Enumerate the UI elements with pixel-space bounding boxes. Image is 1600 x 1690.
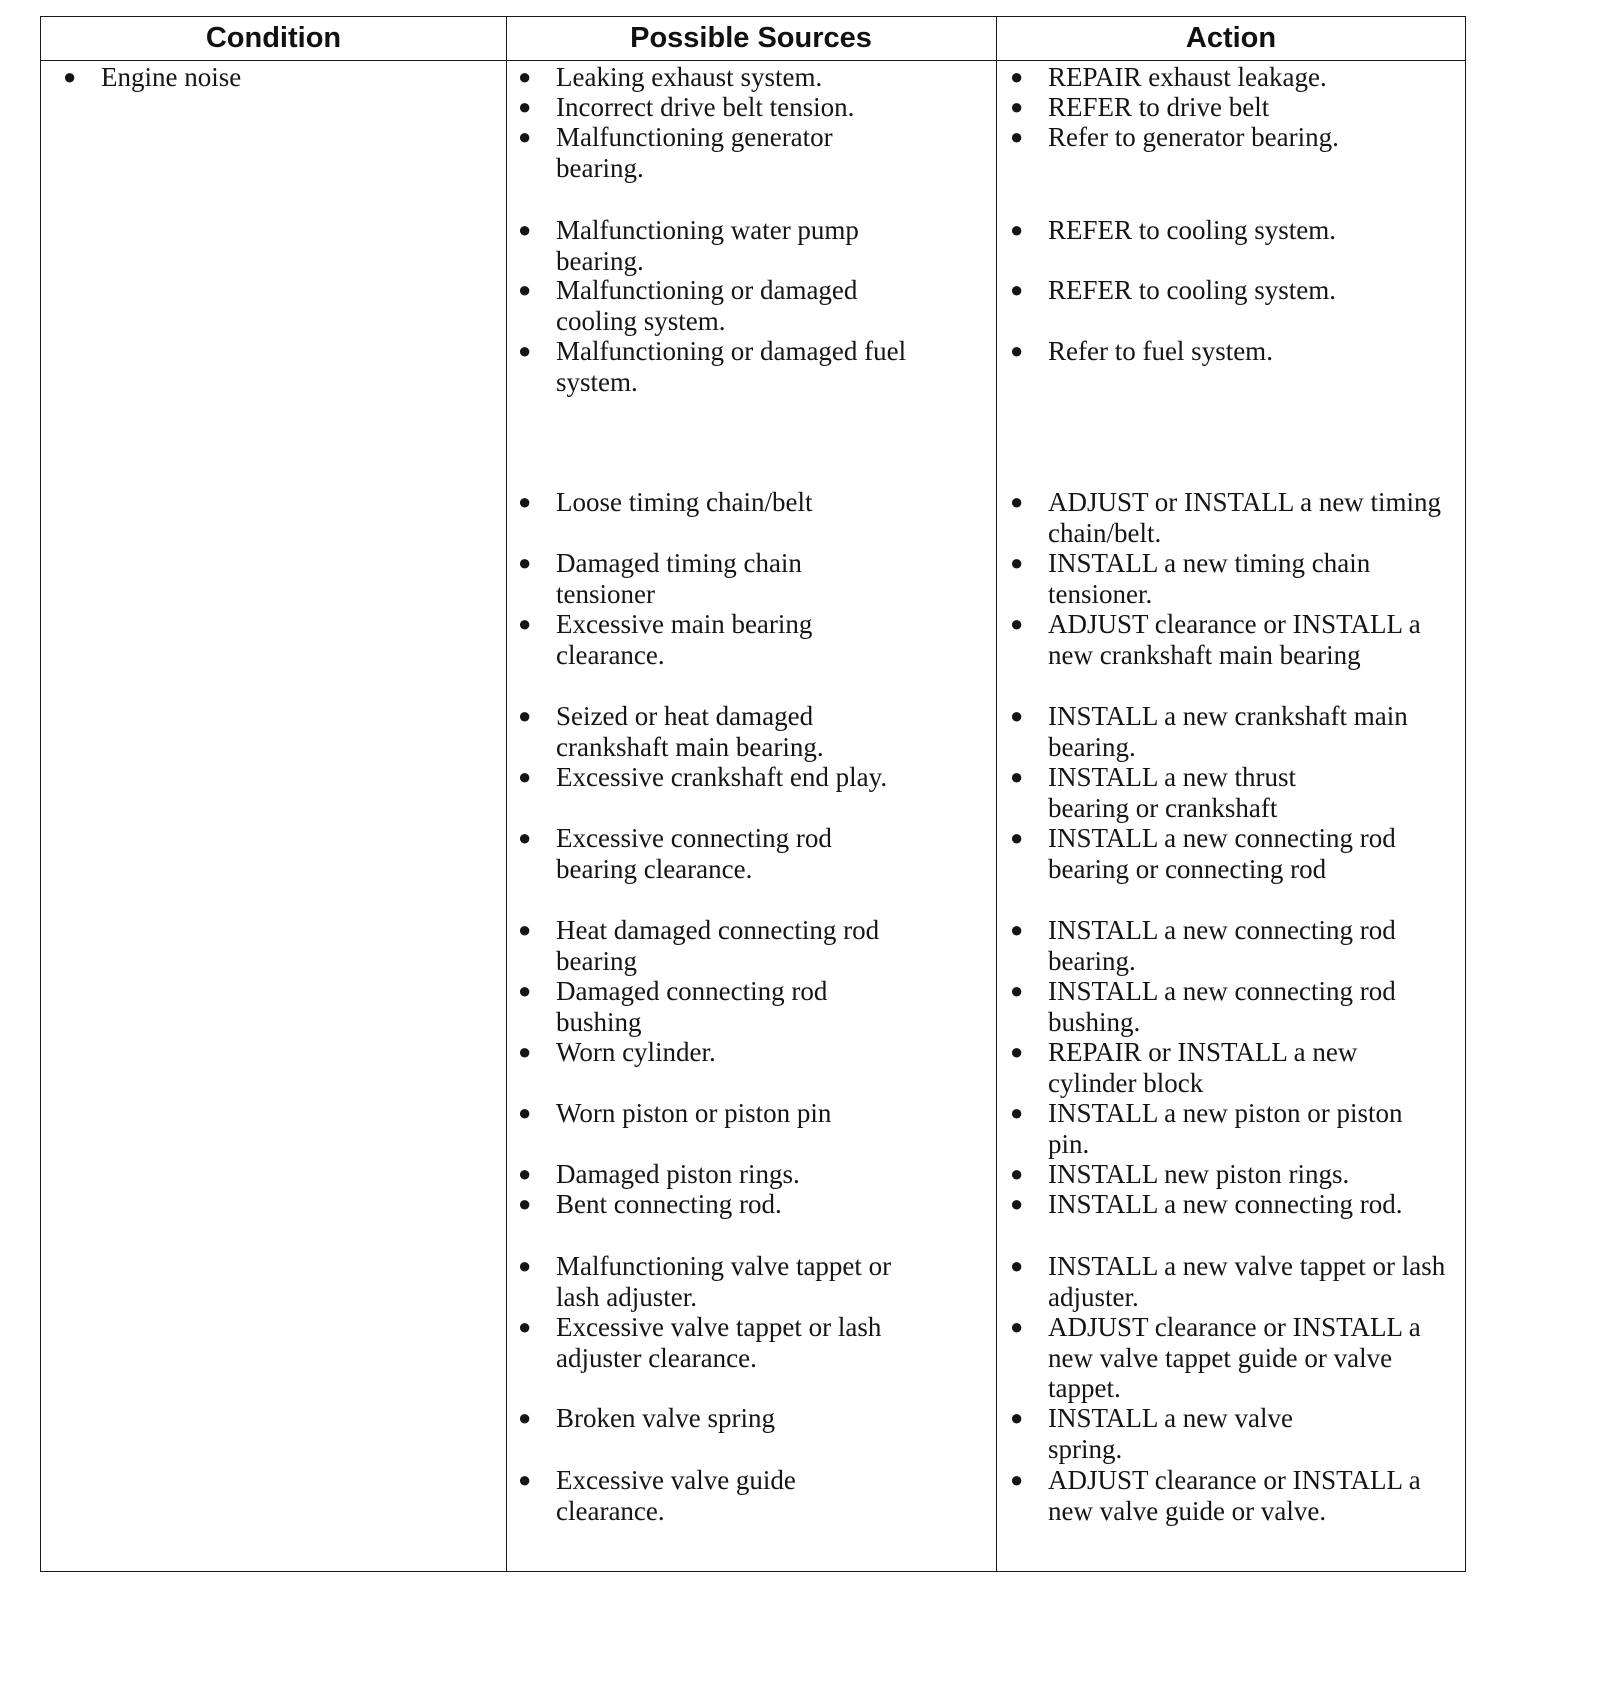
action-text: ADJUST clearance or INSTALL a new crankshaft main bearing (1048, 609, 1421, 670)
header-condition: Condition (205, 22, 342, 54)
source-item (518, 1159, 956, 1190)
bullet-icon: ● (1010, 1405, 1024, 1430)
condition-text: Engine noise (101, 62, 242, 92)
action-item (1010, 701, 1448, 762)
action-item (1010, 1098, 1448, 1159)
source-text: Excessive main bearing clearance. (556, 609, 813, 670)
action-text: INSTALL a new crankshaft main bearing. (1048, 701, 1408, 762)
source-item (518, 1465, 886, 1526)
source-text: Damaged connecting rod bushing (556, 976, 828, 1037)
source-item (518, 62, 956, 93)
source-item (518, 215, 926, 276)
bullet-icon: ● (1010, 1161, 1024, 1186)
source-item (518, 1098, 851, 1129)
bullet-icon: ● (518, 1161, 532, 1186)
bullet-icon: ● (1010, 489, 1024, 514)
bullet-icon: ● (518, 1405, 532, 1430)
source-item (518, 976, 896, 1037)
header-action: Action (1185, 22, 1277, 54)
bullet-icon: ● (1010, 338, 1024, 363)
source-text: Excessive valve guide clearance. (556, 1465, 796, 1526)
action-text: INSTALL a new connecting rod bearing. (1048, 915, 1396, 976)
source-item (518, 1189, 956, 1220)
action-item (1010, 1312, 1448, 1404)
bullet-icon: ● (1010, 1253, 1024, 1278)
action-text: INSTALL a new piston or piston pin. (1048, 1098, 1403, 1159)
bullet-icon: ● (1010, 1191, 1024, 1216)
bullet-icon: ● (518, 338, 532, 363)
source-text: Seized or heat damaged crankshaft main bearing. (556, 701, 824, 762)
action-item (1010, 1189, 1448, 1220)
header-divider (41, 60, 1465, 61)
source-item (518, 1403, 956, 1434)
bullet-icon: ● (63, 64, 77, 89)
source-text: Heat damaged connecting rod bearing (556, 915, 880, 976)
action-text: REPAIR or INSTALL a new cylinder block (1048, 1037, 1358, 1098)
source-item (518, 1251, 926, 1312)
bullet-icon: ● (518, 703, 532, 728)
bullet-icon: ● (1010, 764, 1024, 789)
action-item (1010, 976, 1448, 1037)
source-text: Malfunctioning or damaged fuel system. (556, 336, 907, 397)
bullet-icon: ● (518, 1191, 532, 1216)
action-item (1010, 915, 1448, 976)
action-item (1010, 1037, 1448, 1098)
condition-item (63, 62, 481, 93)
source-text: Malfunctioning water pump bearing. (556, 215, 859, 276)
bullet-icon: ● (518, 64, 532, 89)
action-item (1010, 548, 1453, 609)
action-text: INSTALL a new connecting rod bushing. (1048, 976, 1396, 1037)
bullet-icon: ● (518, 1039, 532, 1064)
action-item (1010, 62, 1453, 93)
source-item (518, 1037, 956, 1068)
source-text: Worn piston or piston pin (556, 1098, 832, 1128)
source-text: Incorrect drive belt tension. (556, 92, 855, 122)
bullet-icon: ● (1010, 1467, 1024, 1492)
source-text: Damaged timing chain tensioner (556, 548, 802, 609)
action-text: ADJUST clearance or INSTALL a new valve tappet guide or valve tappet. (1048, 1312, 1421, 1403)
action-text: REFER to drive belt (1048, 92, 1270, 122)
bullet-icon: ● (518, 611, 532, 636)
source-item (518, 275, 926, 336)
action-text: INSTALL a new timing chain tensioner. (1048, 548, 1371, 609)
bullet-icon: ● (518, 764, 532, 789)
bullet-icon: ● (1010, 917, 1024, 942)
bullet-icon: ● (1010, 64, 1024, 89)
bullet-icon: ● (518, 124, 532, 149)
action-item (1010, 336, 1453, 367)
action-text: REFER to cooling system. (1048, 215, 1337, 245)
source-item (518, 548, 886, 609)
source-text: Malfunctioning or damaged cooling system. (556, 275, 858, 336)
action-text: Refer to generator bearing. (1048, 122, 1339, 152)
action-item (1010, 1403, 1368, 1464)
source-text: Broken valve spring (556, 1403, 775, 1433)
action-text: INSTALL a new thrust bearing or crankshaft (1048, 762, 1297, 823)
bullet-icon: ● (518, 917, 532, 942)
action-text: INSTALL a new connecting rod bearing or connecting rod (1048, 823, 1396, 884)
bullet-icon: ● (1010, 550, 1024, 575)
bullet-icon: ● (518, 978, 532, 1003)
source-item (518, 92, 956, 123)
bullet-icon: ● (1010, 217, 1024, 242)
bullet-icon: ● (1010, 1039, 1024, 1064)
action-text: REFER to cooling system. (1048, 275, 1337, 305)
source-text: Excessive valve tappet or lash adjuster clearance. (556, 1312, 882, 1373)
bullet-icon: ● (1010, 1314, 1024, 1339)
source-text: Worn cylinder. (556, 1037, 716, 1067)
bullet-icon: ● (518, 94, 532, 119)
bullet-icon: ● (1010, 825, 1024, 850)
bullet-icon: ● (1010, 277, 1024, 302)
bullet-icon: ● (1010, 978, 1024, 1003)
bullet-icon: ● (518, 489, 532, 514)
action-text: INSTALL a new valve tappet or lash adjuster. (1048, 1251, 1446, 1312)
action-item (1010, 1159, 1453, 1190)
action-text: ADJUST or INSTALL a new timing chain/belt. (1048, 487, 1442, 548)
source-text: Malfunctioning generator bearing. (556, 122, 833, 183)
action-text: INSTALL a new valve spring. (1048, 1403, 1294, 1464)
header-possible-sources: Possible Sources (630, 22, 872, 54)
source-text: Damaged piston rings. (556, 1159, 800, 1189)
bullet-icon: ● (1010, 611, 1024, 636)
action-item (1010, 1251, 1453, 1312)
source-item (518, 701, 906, 762)
bullet-icon: ● (518, 277, 532, 302)
source-text: Leaking exhaust system. (556, 62, 823, 92)
bullet-icon: ● (1010, 124, 1024, 149)
action-text: ADJUST clearance or INSTALL a new valve guide or valve. (1048, 1465, 1421, 1526)
action-item (1010, 275, 1453, 306)
action-item (1010, 215, 1453, 246)
action-item (1010, 823, 1453, 884)
source-item (518, 1312, 956, 1373)
bullet-icon: ● (1010, 94, 1024, 119)
bullet-icon: ● (1010, 703, 1024, 728)
action-text: Refer to fuel system. (1048, 336, 1273, 366)
bullet-icon: ● (1010, 1100, 1024, 1125)
source-text: Bent connecting rod. (556, 1189, 782, 1219)
source-item (518, 915, 956, 976)
source-text: Excessive connecting rod bearing clearance. (556, 823, 832, 884)
source-item (518, 122, 926, 183)
action-text: REPAIR exhaust leakage. (1048, 62, 1327, 92)
source-item (518, 762, 916, 793)
action-text: INSTALL a new connecting rod. (1048, 1189, 1403, 1219)
bullet-icon: ● (518, 1100, 532, 1125)
bullet-icon: ● (518, 550, 532, 575)
action-text: INSTALL new piston rings. (1048, 1159, 1350, 1189)
action-item (1010, 92, 1453, 123)
source-text: Loose timing chain/belt (556, 487, 813, 517)
action-item (1010, 487, 1453, 548)
bullet-icon: ● (518, 825, 532, 850)
troubleshooting-table (40, 16, 1466, 1572)
source-item (518, 823, 916, 884)
bullet-icon: ● (518, 217, 532, 242)
column-divider-1 (506, 17, 507, 1571)
bullet-icon: ● (518, 1253, 532, 1278)
column-divider-2 (996, 17, 997, 1571)
source-item (518, 609, 886, 670)
source-item (518, 336, 926, 397)
action-item (1010, 609, 1448, 670)
source-text: Malfunctioning valve tappet or lash adjuster. (556, 1251, 892, 1312)
source-item (518, 487, 956, 518)
bullet-icon: ● (518, 1314, 532, 1339)
bullet-icon: ● (518, 1467, 532, 1492)
action-item (1010, 1465, 1448, 1526)
action-item (1010, 762, 1378, 823)
action-item (1010, 122, 1453, 153)
source-text: Excessive crankshaft end play. (556, 762, 888, 792)
